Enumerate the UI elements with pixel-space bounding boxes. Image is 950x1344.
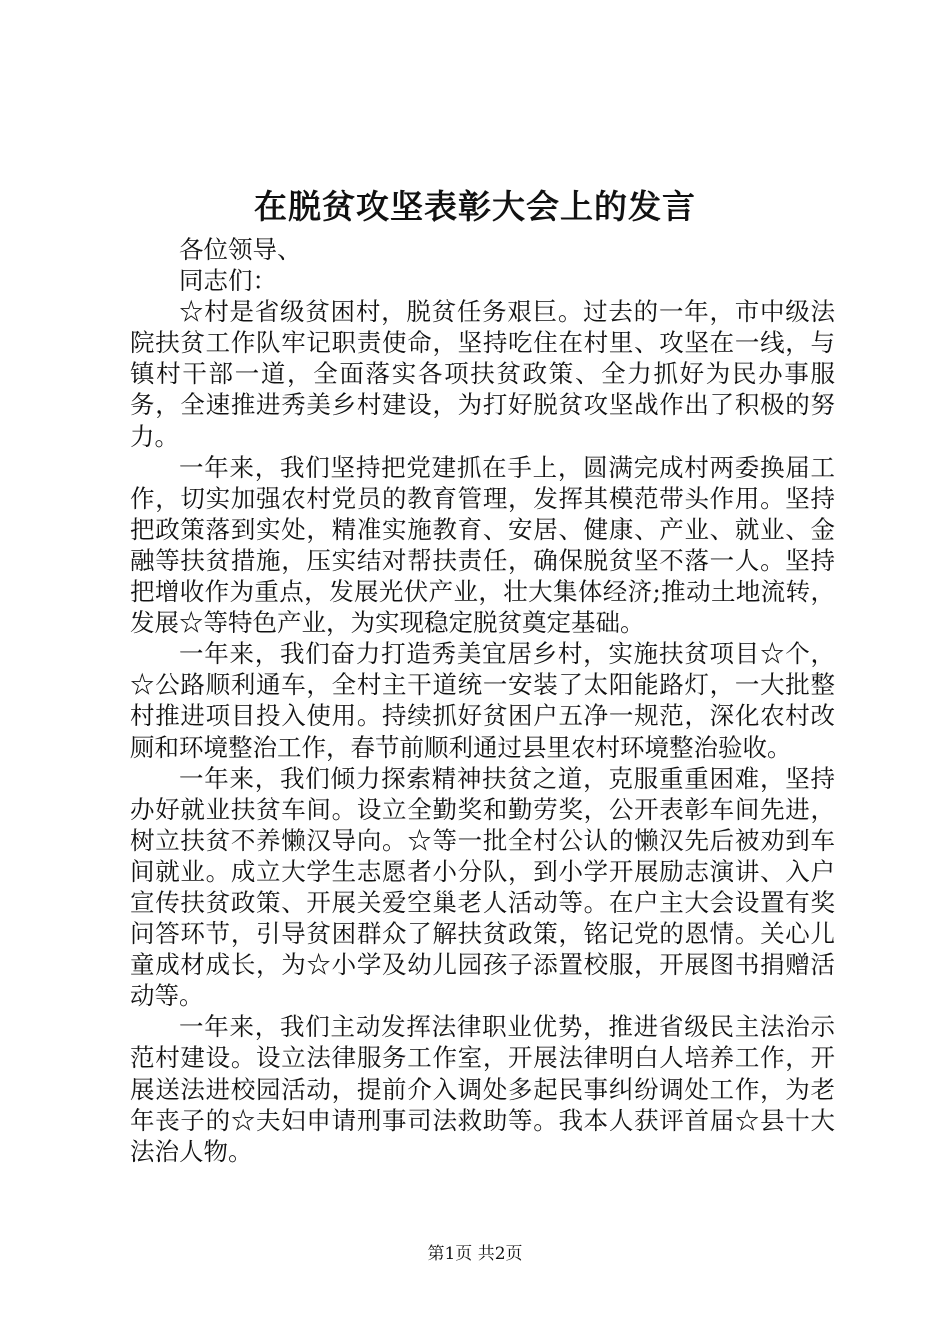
salutation-line: 同志们： bbox=[179, 266, 277, 296]
document-body bbox=[130, 234, 835, 1167]
salutation-line: 各位领导、 bbox=[179, 235, 302, 264]
page-number-footer: 第1页 共2页 bbox=[427, 1244, 523, 1264]
document-title: 在脱贫攻坚表彰大会上的发言 bbox=[254, 187, 696, 226]
body-paragraph: 一年来，我们奋力打造秀美宜居乡村，实施扶贫项目☆个，☆公路顺利通车，全村主干道统一安装了太阳能路灯，一大批整村推进项目投入使用。持续抓好贫困户五净一规范，深化农村改厕和环境整治工作，春节前顺利通过县里农村环境整治验收。 bbox=[130, 639, 835, 762]
body-paragraph: ☆村是省级贫困村，脱贫任务艰巨。过去的一年，市中级法院扶贫工作队牢记职责使命，坚持吃住在村里、攻坚在一线，与镇村干部一道，全面落实各项扶贫政策、全力抓好为民办事服务，全速推进秀美乡村建设，为打好脱贫攻坚战作出了积极的努力。 bbox=[130, 297, 835, 451]
body-paragraph: 一年来，我们倾力探索精神扶贫之道，克服重重困难，坚持办好就业扶贫车间。设立全勤奖和勤劳奖，公开表彰车间先进，树立扶贫不养懒汉导向。☆等一批全村公认的懒汉先后被劝到车间就业。成立大学生志愿者小分队，到小学开展励志演讲、入户宣传扶贫政策、开展关爱空巢老人活动等。在户主大会设置有奖问答环节，引导贫困群众了解扶贫政策，铭记党的恩情。关心儿童成材成长，为☆小学及幼儿园孩子添置校服，开展图书捐赠活动等。 bbox=[130, 763, 835, 1011]
body-paragraph: 一年来，我们坚持把党建抓在手上，圆满完成村两委换届工作，切实加强农村党员的教育管理，发挥其模范带头作用。坚持把政策落到实处，精准实施教育、安居、健康、产业、就业、金融等扶贫措施，压实结对帮扶责任，确保脱贫坚不落一人。坚持把增收作为重点，发展光伏产业，壮大集体经济;推动土地流转，发展☆等特色产业，为实现稳定脱贫奠定基础。 bbox=[130, 452, 835, 638]
body-paragraph: 一年来，我们主动发挥法律职业优势，推进省级民主法治示范村建设。设立法律服务工作室，开展法律明白人培养工作，开展送法进校园活动，提前介入调处多起民事纠纷调处工作，为老年丧子的☆夫妇申请刑事司法救助等。我本人获评首届☆县十大法治人物。 bbox=[130, 1012, 835, 1166]
